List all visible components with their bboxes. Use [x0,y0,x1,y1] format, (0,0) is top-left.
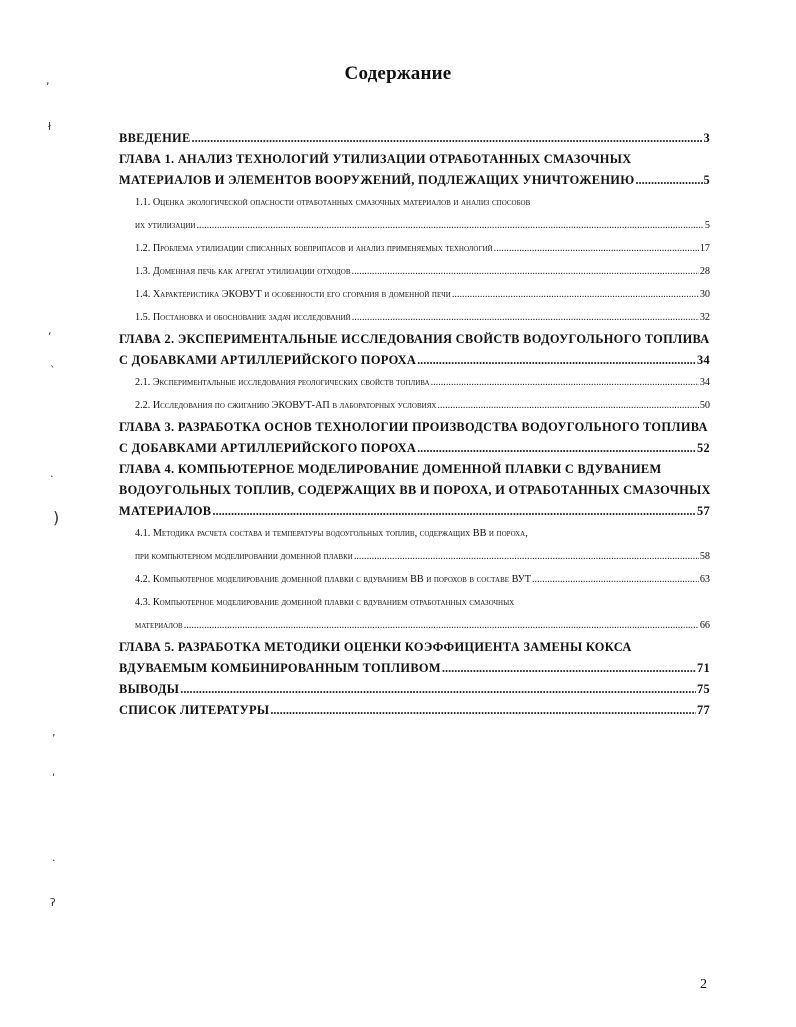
toc-page-number: 5 [704,220,710,231]
toc-chapter-line [119,459,710,480]
toc-page-number: 75 [697,682,710,696]
toc-section-line [119,394,710,417]
toc-entry-text: С ДОБАВКАМИ АРТИЛЛЕРИЙСКОГО ПОРОХА [119,353,417,367]
toc-section-line [119,237,710,260]
page-title: Содержание [344,63,452,84]
toc-entry-text: материалов [135,620,183,631]
toc-page-number: 3 [703,131,710,145]
toc-entry-text: 4.2. Компьютерное моделирование доменной плавки с вдуванием ВВ и порохов в составе ВУТ [135,574,531,585]
toc-leader-dots [196,214,703,237]
table-of-contents [119,128,710,721]
page-number: 2 [700,977,707,992]
toc-leader-dots [352,306,699,329]
scan-speck: ʹ [52,772,56,785]
scan-speck: ʔ [50,896,56,909]
toc-page-number: 32 [699,312,710,323]
toc-page-number: 57 [697,504,710,518]
toc-entry-text: ГЛАВА 4. КОМПЬЮТЕРНОЕ МОДЕЛИРОВАНИЕ ДОМЕННОЙ ПЛАВКИ С ВДУВАНИЕМ [119,462,662,476]
toc-entry-text: 1.5. Постановка и обоснование задач исследований [135,312,351,323]
toc-entry-text: 2.1. Экспериментальные исследования реологических свойств топлива [135,377,430,388]
toc-leader-dots [270,700,696,721]
scan-speck: , [48,324,52,337]
toc-section-line [119,283,710,306]
toc-leader-dots [184,614,699,637]
toc-page-number: 66 [699,620,710,631]
toc-leader-dots [452,283,699,306]
toc-page-number: 30 [699,289,710,300]
toc-leader-dots [417,438,696,459]
toc-chapter-line [119,501,710,522]
toc-section-line [119,260,710,283]
toc-entry-text: ГЛАВА 3. РАЗРАБОТКА ОСНОВ ТЕХНОЛОГИИ ПРОИЗВОДСТВА ВОДОУГОЛЬНОГО ТОПЛИВА [119,420,708,434]
toc-chapter-line [119,149,710,170]
toc-entry-text: МАТЕРИАЛОВ [119,504,212,518]
toc-chapter-line [119,329,710,350]
toc-section-line [119,591,710,614]
toc-section-line [119,545,710,568]
toc-entry-text: С ДОБАВКАМИ АРТИЛЛЕРИЙСКОГО ПОРОХА [119,441,417,455]
toc-leader-dots [352,260,699,283]
toc-leader-dots [635,170,702,191]
toc-entry-text: ВОДОУГОЛЬНЫХ ТОПЛИВ, СОДЕРЖАЩИХ ВВ И ПОРОХА, И ОТРАБОТАННЫХ СМАЗОЧНЫХ [119,483,711,497]
toc-page-number: 17 [699,243,710,254]
toc-entry-text: их утилизации [135,220,196,231]
toc-leader-dots [417,350,696,371]
toc-entry-text: 1.2. Проблема утилизации списанных боеприпасов и анализ применяемых технологий [135,243,493,254]
toc-entry-text: 1.4. Характеристика ЭКОВУТ и особенности его сгорания в доменной печи [135,289,451,300]
toc-section-line [119,522,710,545]
toc-leader-dots [431,371,699,394]
toc-chapter-line [119,679,710,700]
toc-entry-text: ГЛАВА 2. ЭКСПЕРИМЕНТАЛЬНЫЕ ИССЛЕДОВАНИЯ СВОЙСТВ ВОДОУГОЛЬНОГО ТОПЛИВА [119,332,710,346]
toc-entry-text: 1.3. Доменная печь как агрегат утилизации отходов [135,266,351,277]
toc-chapter-line [119,438,710,459]
toc-page-number: 5 [703,173,710,187]
toc-page-number: 77 [697,703,710,717]
toc-entry-text: 1.1. Оценка экологической опасности отработанных смазочных материалов и анализ способов [135,197,531,208]
scan-speck: ł [48,120,52,133]
toc-entry-text: ГЛАВА 5. РАЗРАБОТКА МЕТОДИКИ ОЦЕНКИ КОЭФФИЦИЕНТА ЗАМЕНЫ КОКСА [119,640,632,654]
scan-speck: ʼ [52,732,56,745]
toc-section-line [119,191,710,214]
toc-chapter-line [119,480,710,501]
toc-entry-text: 4.3. Компьютерное моделирование доменной плавки с вдуванием отработанных смазочных [135,597,515,608]
toc-chapter-line [119,700,710,721]
toc-leader-dots [180,679,696,700]
scan-speck: · [52,854,56,867]
toc-page-number: 34 [699,377,710,388]
toc-entry-text: МАТЕРИАЛОВ И ЭЛЕМЕНТОВ ВООРУЖЕНИЙ, ПОДЛЕЖАЩИХ УНИЧТОЖЕНИЮ [119,173,635,187]
toc-entry-text: при компьютерном моделировании доменной плавки [135,551,353,562]
toc-entry-text: ГЛАВА 1. АНАЛИЗ ТЕХНОЛОГИЙ УТИЛИЗАЦИИ ОТРАБОТАННЫХ СМАЗОЧНЫХ [119,152,632,166]
toc-chapter-line [119,350,710,371]
toc-leader-dots [494,237,699,260]
toc-entry-text: СПИСОК ЛИТЕРАТУРЫ [119,703,270,717]
toc-section-line [119,214,710,237]
toc-section-line [119,614,710,637]
scan-speck: , [46,74,50,87]
toc-leader-dots [437,394,698,417]
scan-speck: ) [53,508,60,527]
toc-entry-text: ВВЕДЕНИЕ [119,131,191,145]
toc-page-number: 52 [697,441,710,455]
toc-entry-text: 2.2. Исследования по сжиганию ЭКОВУТ-АП в лабораторных условиях [135,400,437,411]
toc-leader-dots [192,128,703,149]
toc-page-number: 63 [699,574,710,585]
toc-leader-dots [532,568,699,591]
toc-entry-text: 4.1. Методика расчета состава и температуры водоугольных топлив, содержащих ВВ и пороха, [135,528,528,539]
scan-speck: ˋ [50,364,56,377]
toc-leader-dots [212,501,696,522]
toc-page-number: 71 [697,661,710,675]
toc-chapter-line [119,170,710,191]
toc-entry-text: ВЫВОДЫ [119,682,180,696]
toc-leader-dots [354,545,699,568]
toc-page-number: 50 [699,400,710,411]
toc-chapter-line [119,128,710,149]
toc-section-line [119,568,710,591]
toc-page-number: 28 [699,266,710,277]
toc-entry-text: ВДУВАЕМЫМ КОМБИНИРОВАННЫМ ТОПЛИВОМ [119,661,441,675]
toc-section-line [119,371,710,394]
scan-speck: · [50,470,54,483]
toc-chapter-line [119,658,710,679]
toc-page-number: 58 [699,551,710,562]
toc-section-line [119,306,710,329]
toc-leader-dots [442,658,696,679]
toc-chapter-line [119,417,710,438]
toc-chapter-line [119,637,710,658]
toc-page-number: 34 [697,353,710,367]
